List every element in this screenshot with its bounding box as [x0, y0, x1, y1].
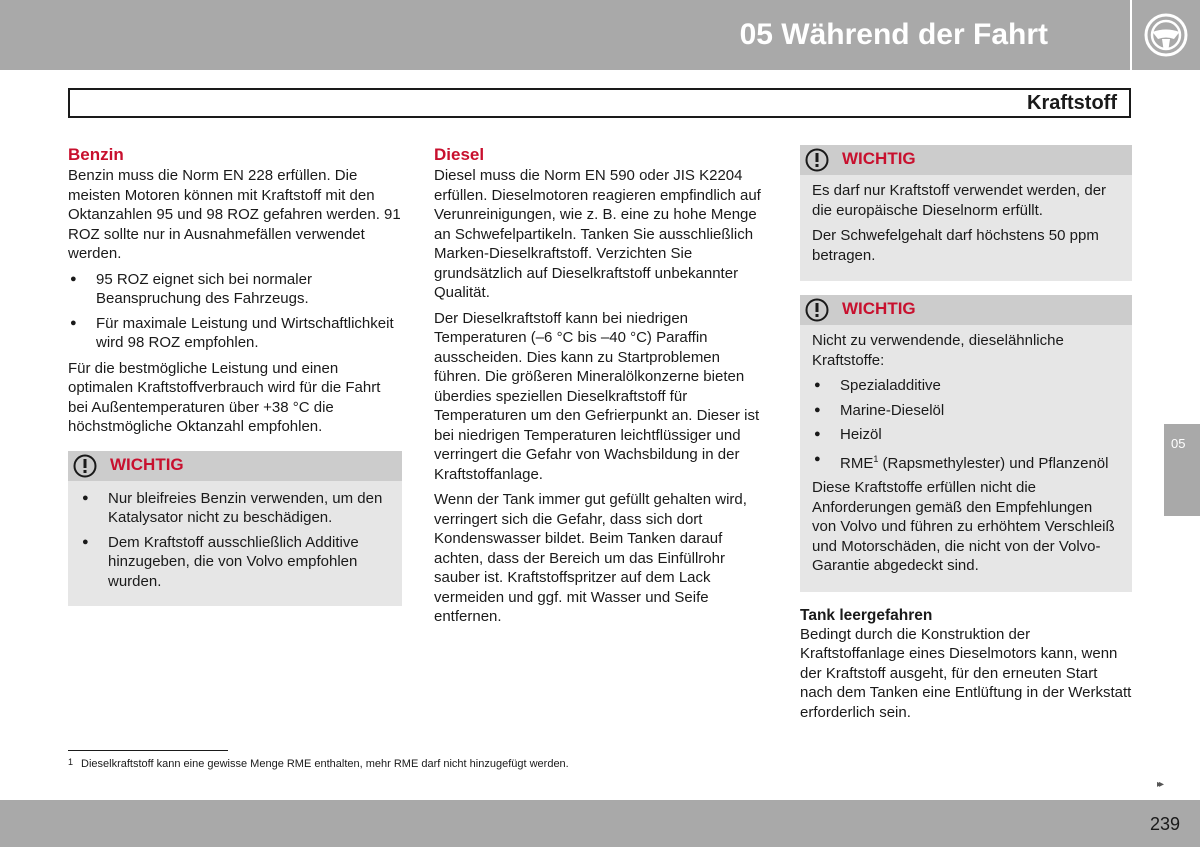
benzin-bullets — [68, 270, 402, 353]
tank-text: Bedingt durch die Konstruktion der Kraftstoffanlage eines Dieselmotors kann, wenn der Kraftstoff ausgeht, für den erneuten Start nach dem Tanken eine Entlüftung in der Werkstatt erforderlich sein. — [800, 625, 1132, 721]
footnote-text: Dieselkraftstoff kann eine gewisse Menge RME enthalten, mehr RME darf nicht hinzugefügt werden. — [81, 758, 569, 770]
warning-label: WICHTIG — [842, 149, 916, 168]
warning-box-dieselnorm — [800, 145, 1132, 281]
benzin-intro: Benzin muss die Norm EN 228 erfüllen. Die meisten Motoren können mit Kraftstoff mit den Oktanzahlen 95 und 98 ROZ gefahren werden. 91 ROZ sollte nur in Ausnahmefällen verwendet werden. — [68, 167, 401, 262]
warning-text: Diese Kraftstoffe erfüllen nicht die Anforderungen gemäß den Empfehlungen von Volvo und führen zu erhöhtem Verschleiß und Motorschäden, die nicht von der Volvo-Garantie abgedeckt sind. — [812, 479, 1115, 574]
footer-bar — [0, 800, 1200, 847]
warning-header — [800, 145, 1132, 175]
benzin-heading: Benzin — [68, 145, 124, 164]
list-item: ● Dem Kraftstoff ausschließlich Additive hinzugeben, die von Volvo empfohlen wurden. — [80, 533, 390, 592]
column-benzin — [68, 145, 402, 620]
benzin-outro: Für die bestmögliche Leistung und einen optimalen Kraftstoffverbrauch wird für die Fahrt bei Außentemperaturen über +38 °C die höchstmögliche Oktanzahl empfohlen. — [68, 359, 381, 435]
warning-text: Es darf nur Kraftstoff verwendet werden, der die europäische Dieselnorm erfüllt. — [812, 182, 1107, 219]
chapter-tab — [1164, 424, 1200, 516]
warning-bullets — [80, 489, 390, 592]
diesel-paragraph: Diesel muss die Norm EN 590 oder JIS K2204 erfüllen. Dieselmotoren reagieren empfindlich auf Verunreinigungen, wie z. B. eine zu hohe Menge an Schwefelpartikeln. Tanken Sie ausschließlich Marken-Dieselkraftstoff. Verzichten Sie grundsätzlich auf Dieselkraftstoff unbekannter Qualität. — [434, 167, 761, 301]
warning-label: WICHTIG — [842, 299, 916, 318]
warning-box-forbidden-fuels — [800, 295, 1132, 592]
warning-exclamation-icon — [805, 298, 829, 322]
rme-rest: (Rapsmethylester) und Pflanzenöl — [878, 454, 1109, 472]
warning-header — [800, 295, 1132, 325]
chapter-title: 05 Während der Fahrt — [739, 18, 1048, 51]
warning-exclamation-icon — [73, 454, 97, 478]
list-item-rme — [812, 450, 1120, 474]
warning-exclamation-icon — [805, 148, 829, 172]
warning-text: Nicht zu verwendende, dieselähnliche Kraftstoffe: — [812, 332, 1064, 369]
next-page-arrows-icon: ▸▸ — [1157, 779, 1162, 790]
list-item: ● Heizöl — [812, 425, 1120, 445]
warning-label: WICHTIG — [110, 454, 184, 474]
warning-header — [68, 451, 402, 481]
header-bar — [0, 0, 1130, 70]
warning-text: Der Schwefelgehalt darf höchstens 50 ppm betragen. — [812, 227, 1099, 264]
list-item: ● Marine-Dieselöl — [812, 401, 1120, 421]
diesel-paragraph: Der Dieselkraftstoff kann bei niedrigen Temperaturen (–6 °C bis –40 °C) Paraffin ausscheiden. Dies kann zu Startproblemen führen. Die größeren Mineralölkonzerne bieten überdies speziellen Dieselkraftstoff für Temperaturen um den Gefrierpunkt an. Dieser ist bei niedrigen Temperaturen leichtflüssiger und verringert die Gefahr von Wachsbildung in der Kraftstoffanlage. — [434, 309, 760, 483]
tank-heading: Tank leergefahren — [800, 606, 933, 624]
list-item: ● Nur bleifreies Benzin verwenden, um den Katalysator nicht zu beschädigen. — [80, 489, 390, 528]
warning-body — [68, 481, 402, 607]
list-item: ● 95 ROZ eignet sich bei normaler Beanspruchung des Fahrzeugs. — [68, 270, 402, 309]
column-diesel — [434, 145, 768, 633]
warning-body — [800, 325, 1132, 592]
diesel-heading: Diesel — [434, 145, 485, 164]
page-number: 239 — [1149, 814, 1180, 834]
footnote-divider — [68, 750, 228, 751]
section-title: Kraftstoff — [1027, 92, 1117, 114]
footnote-mark: 1 — [68, 757, 74, 767]
warning-body — [800, 175, 1132, 281]
column-warnings — [800, 145, 1132, 728]
warning-box-benzin — [68, 451, 402, 607]
diesel-paragraph: Wenn der Tank immer gut gefüllt gehalten wird, verringert sich die Gefahr, dass sich dort Kondenswasser bildet. Beim Tanken darauf achten, dass der Bereich um das Einfüllrohr sauber ist. Kraftstoffspritzer auf dem Lack vermeiden und ggf. mit Wasser und Seife entfernen. — [434, 491, 747, 625]
chapter-tab-label: 05 — [1171, 436, 1186, 451]
steering-wheel-icon — [1143, 12, 1189, 58]
footnote — [68, 758, 569, 770]
list-item: ● Für maximale Leistung und Wirtschaftlichkeit wird 98 ROZ empfohlen. — [68, 314, 402, 353]
footnote-reference: 1 — [873, 453, 879, 464]
rme-text: RME — [840, 454, 874, 472]
list-item: ● Spezialadditive — [812, 376, 1120, 396]
forbidden-fuels-list — [812, 376, 1120, 473]
section-title-box — [68, 88, 1131, 118]
header-icon-box — [1132, 0, 1200, 70]
